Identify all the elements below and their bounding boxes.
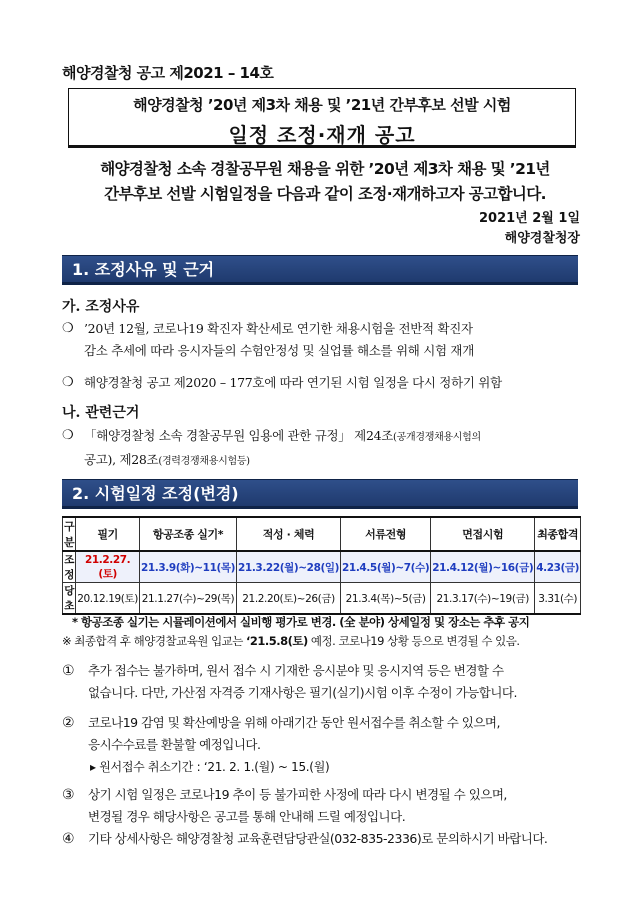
item-3: [62, 784, 582, 828]
note-final: [62, 633, 520, 649]
table-header-cell: 최종합격: [535, 517, 581, 551]
item-2: [62, 712, 582, 756]
table-cell: 4.23(금): [535, 551, 581, 583]
table-cell: 20.12.19(토): [76, 583, 140, 615]
reason-item-2: [62, 372, 592, 394]
table-header-row: [63, 517, 581, 551]
basis-item: [62, 425, 592, 473]
number-marker: ②: [62, 715, 75, 731]
table-cell: 조정: [63, 551, 76, 583]
number-marker: ①: [62, 663, 75, 679]
item-2-line1: 코로나19 감염 및 확산예방을 위해 아래기간 동안 원서접수를 취소할 수 있으며,: [88, 715, 500, 730]
basis-part2-small: (경력경쟁채용시험등): [158, 456, 250, 467]
schedule-table: [62, 516, 581, 615]
table-header-cell: 적성 · 체력: [237, 517, 341, 551]
table-header-cell: 서류전형: [341, 517, 431, 551]
basis-part2: 공고), 제28조: [84, 452, 159, 467]
reason-item-1: [62, 318, 592, 362]
cancel-period: ▸ 원서접수 취소기간 : ‘21. 2. 1.(월) ~ 15.(월): [90, 760, 330, 774]
circle-bullet-icon: ❍: [62, 375, 74, 390]
intro-line1: 해양경찰청 소속 경찰공무원 채용을 위한 ’20년 제3차 채용 및 ’21년: [100, 160, 550, 178]
item-3-line2: 변경될 경우 해당사항은 공고를 통해 안내해 드릴 예정입니다.: [88, 809, 406, 824]
table-cell: 21.2.27.(토): [76, 551, 140, 583]
note-aviation: * 항공조종 실기는 시뮬레이션에서 실비행 평가로 변경. (全 분야) 상세일정 및 장소는 추후 공지: [72, 615, 530, 629]
notice-number: 해양경찰청 공고 제2021 – 14호: [62, 64, 274, 82]
note-final-prefix: ※ 최종합격 후 해양경찰교육원 입교는: [62, 634, 247, 648]
circle-bullet-icon: ❍: [62, 428, 74, 443]
reason-item-1-line2: 감소 추세에 따라 응시자들의 수험안정성 및 실업률 해소를 위해 시험 재개: [84, 343, 474, 358]
table-cell: 당초: [63, 583, 76, 615]
item-4-line1: 기타 상세사항은 해양경찰청 교육훈련담당관실(032-835-2336)로 문의하시기 바랍니다.: [88, 831, 548, 846]
item-1: [62, 660, 582, 704]
table-cell: 3.31(수): [535, 583, 581, 615]
basis-line1: [84, 425, 592, 449]
item-3-line1: 상기 시험 일정은 코로나19 추이 등 불가피한 사정에 따라 다시 변경될 수 있으며,: [88, 787, 507, 802]
table-cell: 21.3.4(목)~5(금): [341, 583, 431, 615]
table-header-cell: 필기: [76, 517, 140, 551]
number-marker: ④: [62, 831, 75, 847]
title-box: [68, 88, 576, 148]
table-cell: 21.2.20(토)~26(금): [237, 583, 341, 615]
table-cell: 21.4.12(월)~16(금): [431, 551, 535, 583]
table-cell: 21.3.17(수)~19(금): [431, 583, 535, 615]
table-header-cell: 면접시험: [431, 517, 535, 551]
intro-text: [60, 157, 590, 207]
table-cell: 21.4.5(월)~7(수): [341, 551, 431, 583]
title-line1: 해양경찰청 ’20년 제3차 채용 및 ’21년 간부후보 선발 시험: [133, 96, 511, 114]
item-4: [62, 828, 582, 850]
section2-header: 2. 시험일정 조정(변경): [62, 479, 578, 509]
table-row-changed: [63, 551, 581, 583]
table-header-cell: 항공조종 실기*: [139, 517, 236, 551]
item-2-line2: 응시수수료를 환불할 예정입니다.: [88, 737, 261, 752]
notice-date: 2021년 2월 1일: [479, 211, 580, 226]
item-1-line1: 추가 접수는 불가하며, 원서 접수 시 기재한 응시분야 및 응시지역 등은 변경할 수: [88, 663, 504, 678]
reason-item-2-line1: 해양경찰청 공고 제2020 – 177호에 따라 연기된 시험 일정을 다시 정하기 위함: [84, 375, 502, 390]
number-marker: ③: [62, 787, 75, 803]
table-cell: 21.3.9(화)~11(목): [139, 551, 236, 583]
table-header-cell: 구분: [63, 517, 76, 551]
note-final-bold: ‘21.5.8(토): [246, 634, 308, 648]
notice-author: 해양경찰청장: [504, 231, 580, 246]
reason-item-1-line1: ’20년 12월, 코로나19 확진자 확산세로 연기한 채용시험을 전반적 확진자: [84, 321, 473, 336]
section1-header: 1. 조정사유 및 근거: [62, 255, 578, 285]
basis-part1: 「해양경찰청 소속 경찰공무원 임용에 관한 규정」 제24조: [84, 428, 394, 443]
title-line2: 일정 조정·재개 공고: [228, 123, 416, 147]
table-row-original: [63, 583, 581, 615]
reason-heading: 가. 조정사유: [62, 299, 140, 315]
table-cell: 21.1.27(수)~29(목): [139, 583, 236, 615]
note-final-suffix: 예정. 코로나19 상황 등으로 변경될 수 있음.: [307, 634, 520, 648]
table-cell: 21.3.22(월)~28(일): [237, 551, 341, 583]
basis-heading: 나. 관련근거: [62, 405, 140, 421]
intro-line2: 간부후보 선발 시험일정을 다음과 같이 조정·재개하고자 공고합니다.: [104, 185, 546, 203]
basis-part1-small: (공개경쟁채용시험의: [393, 432, 481, 443]
item-1-line2: 없습니다. 다만, 가산점 자격증 기재사항은 필기(실기)시험 이후 수정이 가능합니다.: [88, 685, 517, 700]
basis-line2: [84, 449, 592, 473]
circle-bullet-icon: ❍: [62, 321, 74, 336]
